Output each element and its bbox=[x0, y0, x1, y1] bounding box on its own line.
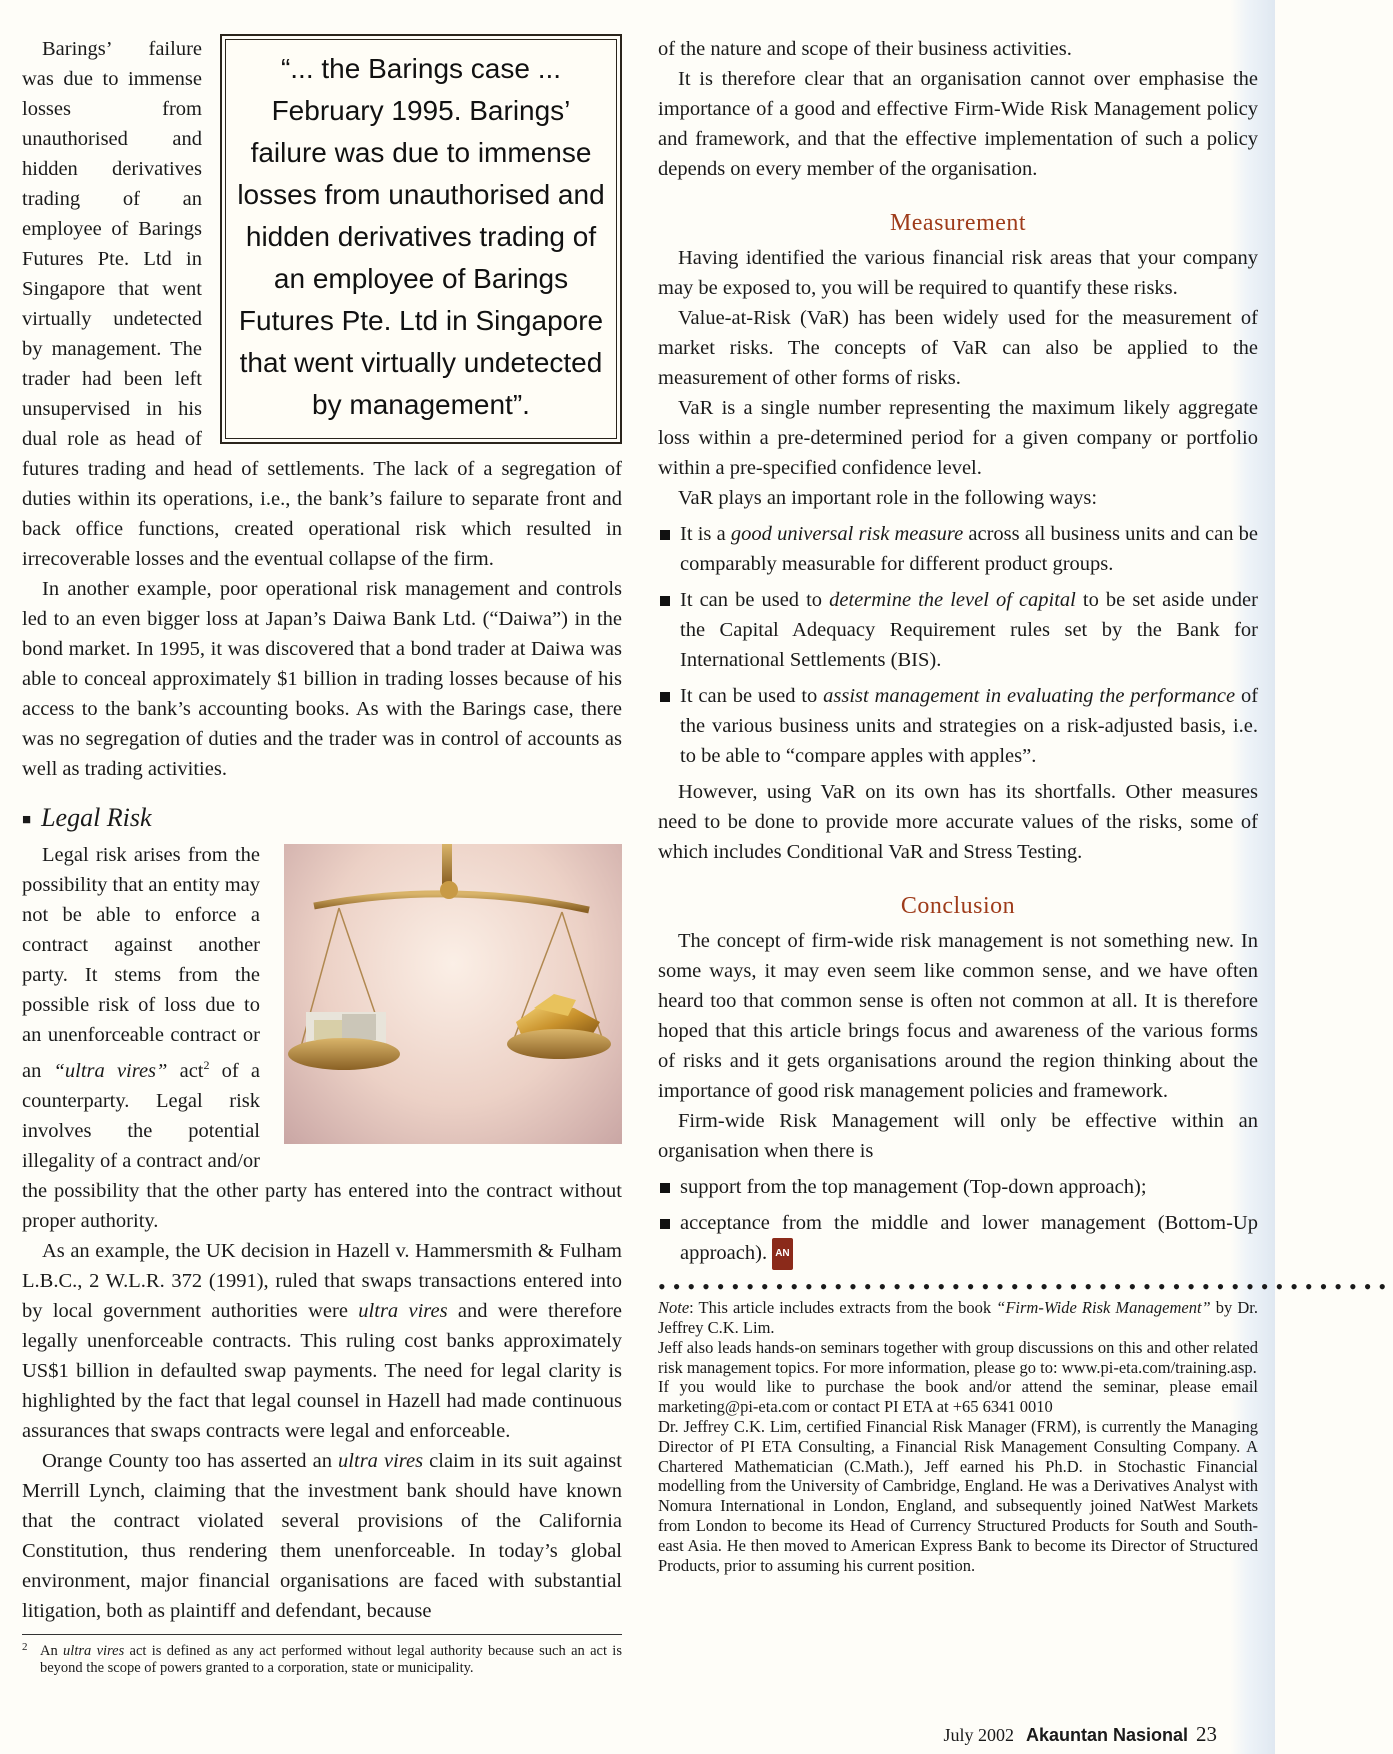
conclusion-paragraph-1: The concept of firm-wide risk management is not something new. In some ways, it may even seem like common sense, and we have often heard too that common sense is often not common at all. It is therefore hoped that this article brings focus and awareness of the various forms of risks and it gets organisations around the region thinking about the importance of good risk management policies and framework. bbox=[658, 930, 1258, 1102]
var-bullet-list bbox=[658, 519, 1258, 771]
page-footer bbox=[943, 1722, 1217, 1747]
square-bullet-icon: ■ bbox=[22, 812, 32, 829]
author-bio: Dr. Jeffrey C.K. Lim, certified Financial Risk Manager (FRM), is currently the Managing Director of PI ETA Consulting, a Financial Risk Management Consulting Company. A Chartered Mathematician (C.Math.), Jeff earned his Ph.D. in Stochastic Financial modelling from the University of Cambridge, England. He was a Derivatives Analyst with Nomura International in London, England, and subsequently joined NatWest Markets from London to become its Head of Currency Structured Products for South and South-east Asia. He then moved to American Express Bank to become its Director of Structured Products, prior to assuming his current position. bbox=[658, 1417, 1258, 1575]
conclusion-paragraph-2: Firm-wide Risk Management will only be effective within an organisation when there is bbox=[658, 1110, 1258, 1162]
list-item: It can be used to determine the level of capital to be set aside under the Capital Adequacy Requirement rules set by the Bank for International Settlements (BIS). bbox=[658, 585, 1258, 675]
an-logo-icon: AN bbox=[772, 1238, 792, 1270]
note-line-3: If you would like to purchase the book and/or attend the seminar, please email marketing@pi-eta.com or contact PI ETA at +65 6341 0010 bbox=[658, 1377, 1258, 1417]
barings-paragraph: Barings’ failure was due to immense losses from unauthorised and hidden derivatives trading of an employee of Barings Futures Pte. Ltd in Singapore that went virtually undetected by management. The trader had been left unsupervised in his dual role as head of futures trading and head of settlements. The lack of a segregation of duties within its operations, i.e., the bank’s failure to separate front and back office functions, created operational risk which resulted in irrecoverable losses and the eventual collapse of the firm. bbox=[22, 38, 622, 570]
list-item: It can be used to assist management in evaluating the performance of the various business units and strategies on a risk-adjusted basis, i.e. to be able to “compare apples with apples”. bbox=[658, 681, 1258, 771]
measurement-paragraph-2: Value-at-Risk (VaR) has been widely used for the measurement of market risks. The concepts of VaR can also be applied to the measurement of other forms of risks. bbox=[658, 307, 1258, 389]
list-item: support from the top management (Top-down approach); bbox=[658, 1172, 1258, 1202]
legal-risk-heading: ■ Legal Risk bbox=[22, 803, 152, 832]
legal-risk-paragraph-3: Orange County too has asserted an ultra vires claim in its suit against Merrill Lynch, claiming that the investment bank should have known that the contract violated several provisions of the California Constitution, thus rendering them unenforceable. In today’s global environment, major financial organisations are faced with substantial litigation, both as plaintiff and defendant, because bbox=[22, 1449, 622, 1622]
issue-date: July 2002 bbox=[943, 1725, 1014, 1745]
page-number: 23 bbox=[1196, 1722, 1217, 1746]
continued-paragraph: of the nature and scope of their business activities. bbox=[658, 38, 1072, 60]
pull-quote-text: “... the Barings case ... February 1995. Barings’ failure was due to immense losses from unauthorised and hidden derivatives trading of an employee of Barings Futures Pte. Ltd in Singapore that went virtually undetected by management”. bbox=[237, 53, 605, 420]
footnote: 2 An ultra vires act is defined as any act performed without legal authority because such an act is beyond the scope of powers granted to a corporation, state or municipality. bbox=[22, 1634, 622, 1676]
measurement-paragraph-1: Having identified the various financial risk areas that your company may be exposed to, you will be required to quantify these risks. bbox=[658, 247, 1258, 299]
measurement-paragraph-3: VaR is a single number representing the maximum likely aggregate loss within a pre-determined period for a given company or portfolio within a pre-specified confidence level. bbox=[658, 397, 1258, 479]
measurement-heading: Measurement bbox=[889, 210, 1027, 236]
balance-scale-image bbox=[284, 844, 622, 1144]
conclusion-bullet-list bbox=[658, 1172, 1258, 1270]
list-item: acceptance from the middle and lower management (Bottom-Up approach). AN bbox=[658, 1208, 1258, 1270]
note-line-2: Jeff also leads hands-on seminars together with group discussions on this and other related risk management topics. For more information, please go to: www.pi-eta.com/training.asp. bbox=[658, 1337, 1258, 1377]
footnote-number: 2 bbox=[22, 1641, 28, 1653]
firm-wide-paragraph: It is therefore clear that an organisation cannot over emphasise the importance of a good and effective Firm-Wide Risk Management policy and framework, and that the effective implementation of such a policy depends on every member of the organisation. bbox=[658, 68, 1258, 180]
legal-risk-paragraph-1: Legal risk arises from the possibility that an entity may not be able to enforce a contract against another party. It stems from the possible risk of loss due to an unenforceable contract or an “ultra vires” act$^2$ of a counterparty. Legal risk involves the potential illegality of a contract and/or the possibility that the other party has entered into the contract without proper authority. bbox=[22, 844, 622, 1232]
list-item: It is a good universal risk measure across all business units and can be comparably measurable for different product groups. bbox=[658, 519, 1258, 579]
measurement-paragraph-5: However, using VaR on its own has its shortfalls. Other measures need to be done to provide more accurate values of the risks, some of which includes Conditional VaR and Stress Testing. bbox=[658, 781, 1258, 863]
balance-scale-icon bbox=[284, 844, 622, 1144]
measurement-paragraph-4: VaR plays an important role in the following ways: bbox=[678, 487, 1098, 509]
pull-quote-box bbox=[220, 34, 622, 444]
daiwa-paragraph: In another example, poor operational risk management and controls led to an even bigger loss at Japan’s Daiwa Bank Ltd. (“Daiwa”) in the bond market. In 1995, it was discovered that a bond trader at Daiwa was able to conceal approximately $1 billion in trading losses because of his access to the bank’s accounting books. As with the Barings case, there was no segregation of duties and the trader was in control of accounts as well as trading activities. bbox=[22, 578, 622, 780]
dotted-divider: •••••••••••••••••••••••••••••••••••••••••••••••••• bbox=[658, 1274, 1393, 1300]
legal-risk-paragraph-2: As an example, the UK decision in Hazell v. Hammersmith & Fulham L.B.C., 2 W.L.R. 372 (1991), ruled that swaps transactions entered into by local government authorities were ultra vires and were therefore legally unenforceable contracts. This ruling cost banks approximately US$1 billion in defaulted swap payments. The need for legal clarity is highlighted by the fact that legal counsel in Hazell had made continuous assurances that swaps contracts were legal and enforceable. bbox=[22, 1239, 622, 1442]
magazine-name: Akauntan Nasional bbox=[1025, 1725, 1188, 1745]
left-column bbox=[22, 34, 622, 1626]
note-line-1: Note: This article includes extracts from the book “Firm-Wide Risk Management” by Dr. Jeffrey C.K. Lim. bbox=[658, 1298, 1258, 1338]
right-column bbox=[658, 34, 1393, 1575]
conclusion-heading: Conclusion bbox=[900, 893, 1016, 919]
author-note bbox=[658, 1298, 1258, 1575]
